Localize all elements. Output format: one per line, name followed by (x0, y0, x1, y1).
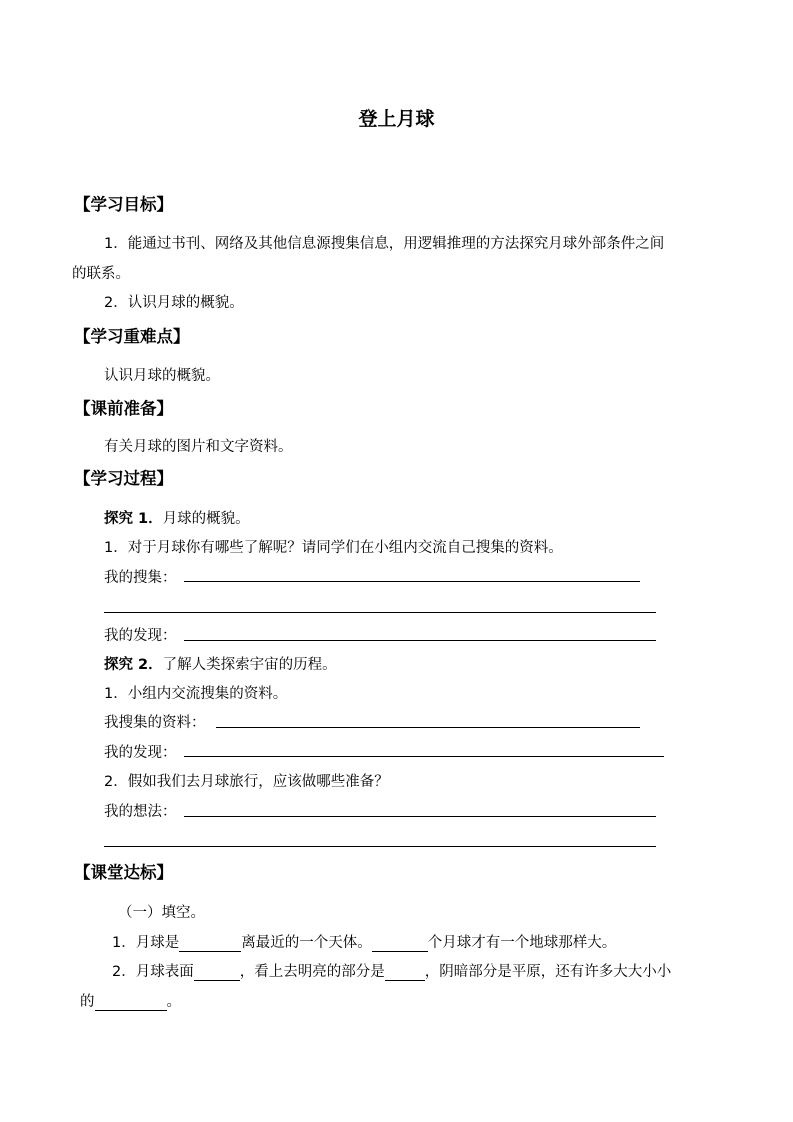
objective-item-2: 2．认识月球的概貌。 (104, 295, 244, 311)
fill-question-1 (112, 931, 616, 952)
my-finding-2-label: 我的发现： (104, 745, 177, 761)
explore-2-label: 探究 2． (104, 657, 163, 673)
fill-2-text-e: 。 (166, 994, 181, 1010)
page-title: 登上月球 (358, 108, 435, 130)
explore-1-label: 探究 1． (104, 511, 163, 527)
explore-2-title: 了解人类探索宇宙的历程。 (162, 657, 337, 673)
question-2: 1．小组内交流搜集的资料。 (104, 686, 288, 702)
fill-2-text-b: ，看上去明亮的部分是 (239, 964, 385, 980)
my-finding-label: 我的发现： (104, 628, 177, 644)
fill-2-blank-1[interactable] (194, 965, 240, 981)
collected-material-label: 我搜集的资料： (104, 715, 206, 731)
classwork-heading: 【课堂达标】 (74, 863, 173, 882)
fill-1-text-b: 离最近的一个天体。 (241, 935, 372, 951)
fill-1-text-a: 1．月球是 (112, 935, 180, 951)
preparation-text: 有关月球的图片和文字资料。 (104, 439, 293, 455)
objective-item-1: 1．能通过书刊、网络及其他信息源搜集信息，用逻辑推理的方法探究月球外部条件之间 (104, 236, 665, 252)
my-finding-2-answer-line[interactable] (184, 756, 664, 757)
my-thought-answer-line-2[interactable] (104, 846, 656, 847)
explore-2 (104, 653, 337, 674)
explore-1-title: 月球的概貌。 (162, 511, 250, 527)
process-heading: 【学习过程】 (74, 469, 173, 488)
question-1: 1．对于月球你有哪些了解呢？请同学们在小组内交流自己搜集的资料。 (104, 540, 563, 556)
my-thought-label: 我的想法： (104, 804, 177, 820)
key-points-text: 认识月球的概貌。 (104, 368, 220, 384)
question-3: 2．假如我们去月球旅行，应该做哪些准备？ (104, 774, 389, 790)
objective-item-1-cont: 的联系。 (72, 266, 130, 282)
fill-section-label: （一）填空。 (118, 905, 205, 921)
fill-1-blank-1[interactable] (179, 936, 241, 952)
fill-1-blank-2[interactable] (372, 936, 428, 952)
fill-2-text-c: ，阴暗部分是平原，还有许多大大小小 (424, 964, 672, 980)
fill-question-2 (112, 960, 671, 981)
explore-1 (104, 507, 250, 528)
preparation-heading: 【课前准备】 (74, 399, 173, 418)
fill-question-2-cont (80, 990, 181, 1011)
my-collection-answer-line[interactable] (184, 581, 640, 582)
fill-2-text-d: 的 (80, 994, 95, 1010)
fill-2-text-a: 2．月球表面 (112, 964, 194, 980)
my-collection-label: 我的搜集： (104, 570, 177, 586)
my-thought-answer-line[interactable] (184, 816, 656, 817)
fill-2-blank-2[interactable] (385, 965, 425, 981)
key-points-heading: 【学习重难点】 (74, 327, 190, 346)
collected-material-answer-line[interactable] (216, 727, 640, 728)
my-collection-answer-line-2[interactable] (104, 612, 656, 613)
objectives-heading: 【学习目标】 (74, 195, 173, 214)
my-finding-answer-line[interactable] (184, 640, 656, 641)
fill-2-blank-3[interactable] (95, 995, 167, 1011)
fill-1-text-c: 个月球才有一个地球那样大。 (427, 935, 617, 951)
